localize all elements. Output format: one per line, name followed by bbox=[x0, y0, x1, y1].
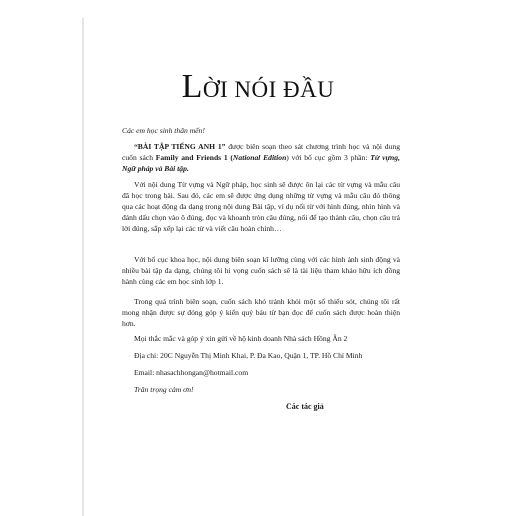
contact-line: Mọi thắc mắc và góp ý xin gửi về hộ kinh doanh Nhà sách Hồng Ân 2 bbox=[134, 334, 348, 343]
paren-open: ( bbox=[227, 152, 233, 162]
intro-text-1: được biên soạn theo sát chương trình học và nội dung cuốn sách bbox=[122, 142, 400, 162]
address-line: Địa chỉ: 20C Nguyễn Thị Minh Khai, P. Đa Kao, Quận 1, TP. Hồ Chí Minh bbox=[134, 351, 363, 360]
closing-line: Trân trọng cảm ơn! bbox=[134, 385, 194, 394]
book-title-quote: “BÀI TẬP TIẾNG ANH 1” bbox=[134, 142, 226, 151]
signature: Các tác giả bbox=[286, 402, 324, 411]
title-rest: ỜI NÓI ĐẦU bbox=[202, 77, 335, 102]
greeting: Các em học sinh thân mến! bbox=[122, 126, 205, 135]
title-initial: L bbox=[181, 68, 203, 105]
book-name: Family and Friends 1 bbox=[155, 152, 228, 162]
intro-paragraph bbox=[122, 142, 400, 175]
layout-paragraph: Với bố cục khoa học, nội dung biên soạn kĩ lưỡng cùng với các hình ảnh sinh động và nhiều bài tập đa dạng, chúng tôi hi vọng cuốn sách sẽ là tài liệu tham khảo hữu ích đồng hành cùng các em học sinh lớp 1. bbox=[122, 255, 400, 286]
content-paragraph: Với nội dung Từ vựng và Ngữ pháp, học sinh sẽ được ôn lại các từ vựng và mẫu câu đã học trong bài. Sau đó, các em sẽ được ứng dụng những từ vựng và mẫu câu đó thông qua các hoạt động đa dạng trong nội dung Bài tập, ví dụ nối từ với hình đúng, nhìn hình và đánh dấu chọn vào ô đúng, đọc và khoanh tròn câu đúng, nối để tạo thành câu, chọn câu trả lời đúng, sắp xếp lại các từ và viết câu hoàn chỉnh… bbox=[122, 180, 400, 233]
intro-text-2: ) với bố cục gồm 3 phần: bbox=[286, 152, 371, 162]
feedback-paragraph: Trong quá trình biên soạn, cuốn sách khó tránh khỏi một số thiếu sót, chúng tôi rất mong nhận được sự đóng góp ý kiến quý báu từ bạn đọc để cuốn sách được hoàn thiện hơn. bbox=[122, 297, 400, 328]
page-title bbox=[82, 70, 434, 104]
book-parts: Từ vựng, Ngữ pháp và Bài tập. bbox=[122, 152, 400, 173]
email-line: Email: nhasachhongan@hotmail.com bbox=[134, 368, 249, 377]
edition-name: National Edition bbox=[232, 152, 287, 162]
